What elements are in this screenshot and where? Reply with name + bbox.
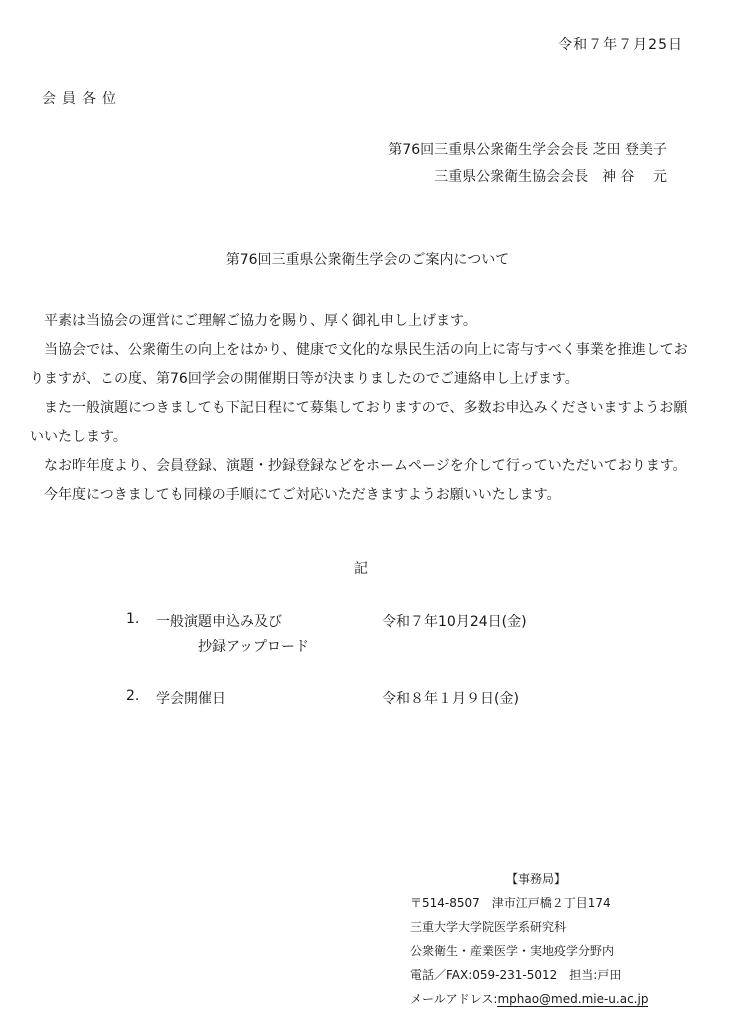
item-1-label: 一般演題申込み及び — [156, 614, 282, 630]
sender-association-chair: 三重県公衆衛生協会会長 神 谷 元 — [434, 169, 667, 185]
secretariat-email-row — [410, 987, 648, 1011]
secretariat-heading: 【事務局】 — [506, 872, 567, 886]
email-address: mphao@med.mie-u.ac.jp — [497, 992, 649, 1006]
item-1-date: 令和７年10月24日(金) — [382, 614, 527, 630]
sender-chair: 第76回三重県公衆衛生学会会長 芝田 登美子 — [388, 142, 667, 158]
letter-date: 令和７年７月25日 — [558, 37, 683, 53]
body-paragraph-5: 今年度につきましても同様の手順にてご対応いただきますようお願いいたします。 — [44, 487, 561, 503]
secretariat-org-2: 公衆衛生・産業医学・実地疫学分野内 — [410, 944, 615, 958]
letter-body — [30, 307, 690, 510]
body-paragraph-3: また一般演題につきましても下記日程にて募集しておりますので、多数お申込みくださいますようお願いいたします。 — [30, 400, 688, 445]
body-paragraph-1: 平素は当協会の運営にご理解ご協力を賜り、厚く御礼申し上げます。 — [44, 313, 477, 329]
ki-heading: 記 — [354, 561, 368, 577]
item-1-number: 1. — [126, 611, 140, 627]
recipient: 会員各位 — [42, 91, 122, 107]
item-2-date: 令和８年１月９日(金) — [382, 691, 519, 707]
item-2-label: 学会開催日 — [156, 691, 226, 707]
body-paragraph-2: 当協会では、公衆衛生の向上をはかり、健康で文化的な県民生活の向上に寄与すべく事業を推進しておりますが、この度、第76回学会の開催期日等が決まりましたのでご連絡申し上げます。 — [30, 342, 688, 387]
item-2-number: 2. — [126, 688, 140, 704]
secretariat-org-1: 三重大学大学院医学系研究科 — [410, 920, 567, 934]
email-label: メールアドレス: — [410, 992, 498, 1006]
secretariat-block — [410, 867, 648, 1011]
secretariat-address: 〒514-8507 津市江戸橋２丁目174 — [410, 896, 611, 910]
letter-subject: 第76回三重県公衆衛生学会のご案内について — [225, 252, 510, 268]
item-1-label-line2: 抄録アップロード — [198, 639, 310, 655]
secretariat-phone: 電話／FAX:059-231-5012 担当:戸田 — [410, 968, 622, 982]
body-paragraph-4: なお昨年度より、会員登録、演題・抄録登録などをホームページを介して行っていただいております。 — [44, 458, 687, 474]
